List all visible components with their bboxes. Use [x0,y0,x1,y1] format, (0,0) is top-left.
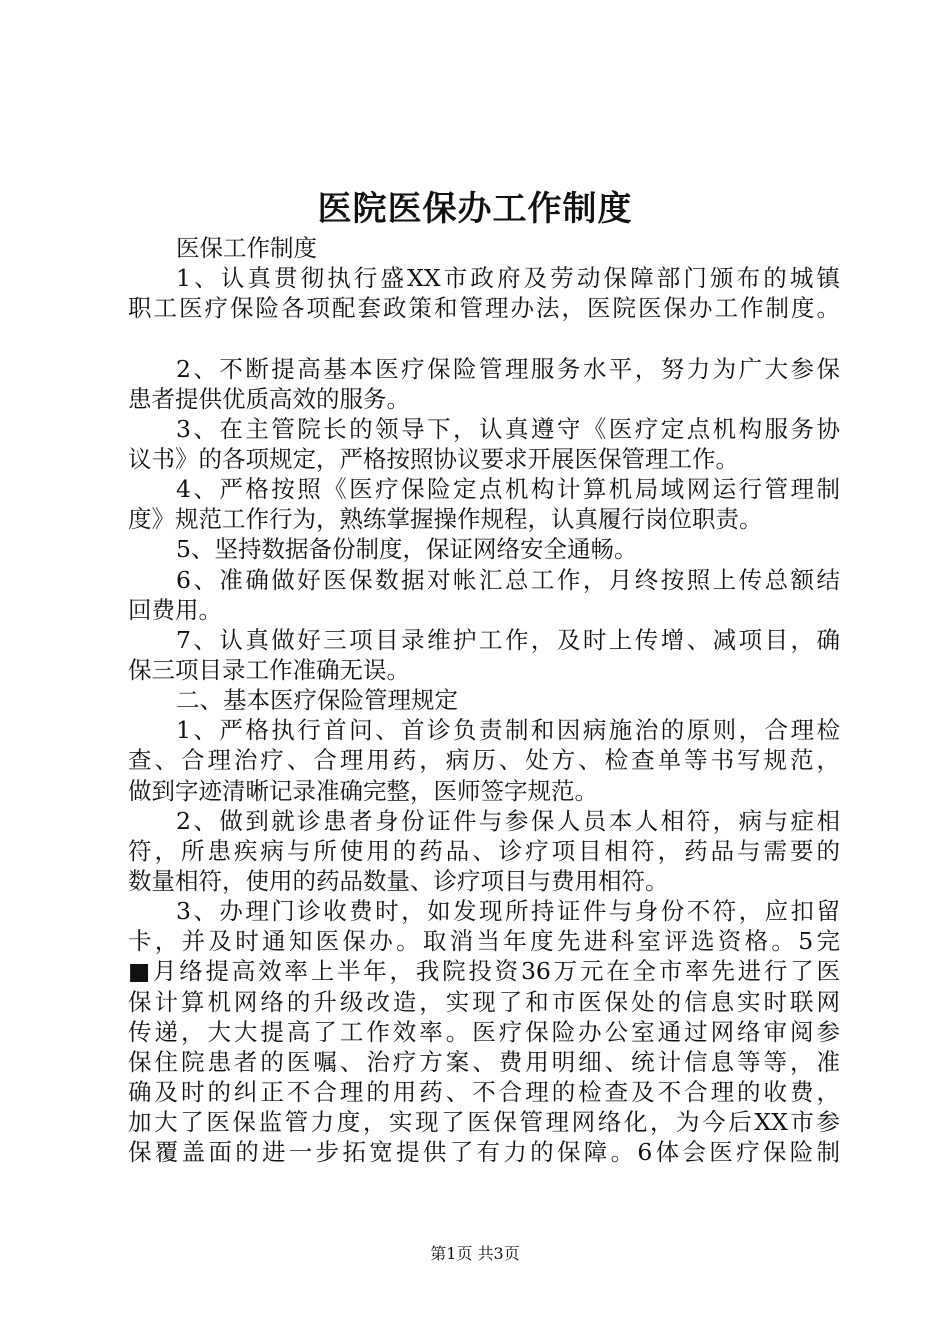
text-line: 查、合理治疗、合理用药，病历、处方、检查单等书写规范， [128,746,840,775]
text-line: 3、办理门诊收费时，如发现所持证件与身份不符，应扣留 [176,897,840,926]
text-line: 议书》的各项规定，严格按照协议要求开展医保管理工作。 [128,444,739,473]
text-line: 二、基本医疗保险管理规定 [176,686,458,715]
text-line: 6、准确做好医保数据对帐汇总工作，月终按照上传总额结 [176,565,840,594]
text-line: 确及时的纠正不合理的用药、不合理的检查及不合理的收费， [128,1077,840,1106]
text-line: 2、做到就诊患者身份证件与参保人员本人相符，病与症相 [176,806,840,835]
document-body [128,233,840,1167]
text-line: 度》规范工作行为，熟练掌握操作规程，认真履行岗位职责。 [128,505,763,534]
text-line: 回费用。 [128,595,222,624]
text-line: 保计算机网络的升级改造，实现了和市医保处的信息实时联网 [128,987,840,1016]
text-line: 保住院患者的医嘱、治疗方案、费用明细、统计信息等等，准 [128,1047,840,1076]
text-line: 加大了医保监管力度，实现了医保管理网络化，为今后XX市参 [128,1108,840,1137]
page-footer: 第1页 共3页 [430,1244,520,1263]
text-line: 符，所患疾病与所使用的药品、诊疗项目相符，药品与需要的 [128,836,840,865]
document-title: 医院医保办工作制度 [317,189,633,229]
text-line: ■月络提高效率上半年，我院投资36万元在全市率先进行了医 [128,957,840,986]
text-line: 医保工作制度 [176,234,317,262]
text-line: 做到字迹清晰记录准确完整，医师签字规范。 [128,776,598,805]
text-line: 保三项目录工作准确无误。 [128,655,410,684]
text-line: 5、坚持数据备份制度，保证网络安全通畅。 [176,535,638,564]
text-line: 卡，并及时通知医保办。取消当年度先进科室评选资格。5完 [128,927,840,956]
text-line: 1、认真贯彻执行盛XX市政府及劳动保障部门颁布的城镇 [176,264,840,293]
text-line: 3、在主管院长的领导下，认真遵守《医疗定点机构服务协 [176,414,840,443]
text-line: 职工医疗保险各项配套政策和管理办法，医院医保办工作制度。 [128,294,840,323]
text-line: 2、不断提高基本医疗保险管理服务水平，努力为广大参保 [176,354,840,383]
text-line: 患者提供优质高效的服务。 [128,384,410,413]
text-line: 4、严格按照《医疗保险定点机构计算机局域网运行管理制 [176,475,840,504]
text-line: 保覆盖面的进一步拓宽提供了有力的保障。6体会医疗保险制 [128,1138,840,1167]
blank-line [128,323,840,353]
text-line: 7、认真做好三项目录维护工作，及时上传增、减项目，确 [176,625,840,654]
text-line: 数量相符，使用的药品数量、诊疗项目与费用相符。 [128,866,669,895]
text-line: 1、严格执行首问、首诊负责制和因病施治的原则，合理检 [176,716,840,745]
text-line: 传递，大大提高了工作效率。医疗保险办公室通过网络审阅参 [128,1017,840,1046]
